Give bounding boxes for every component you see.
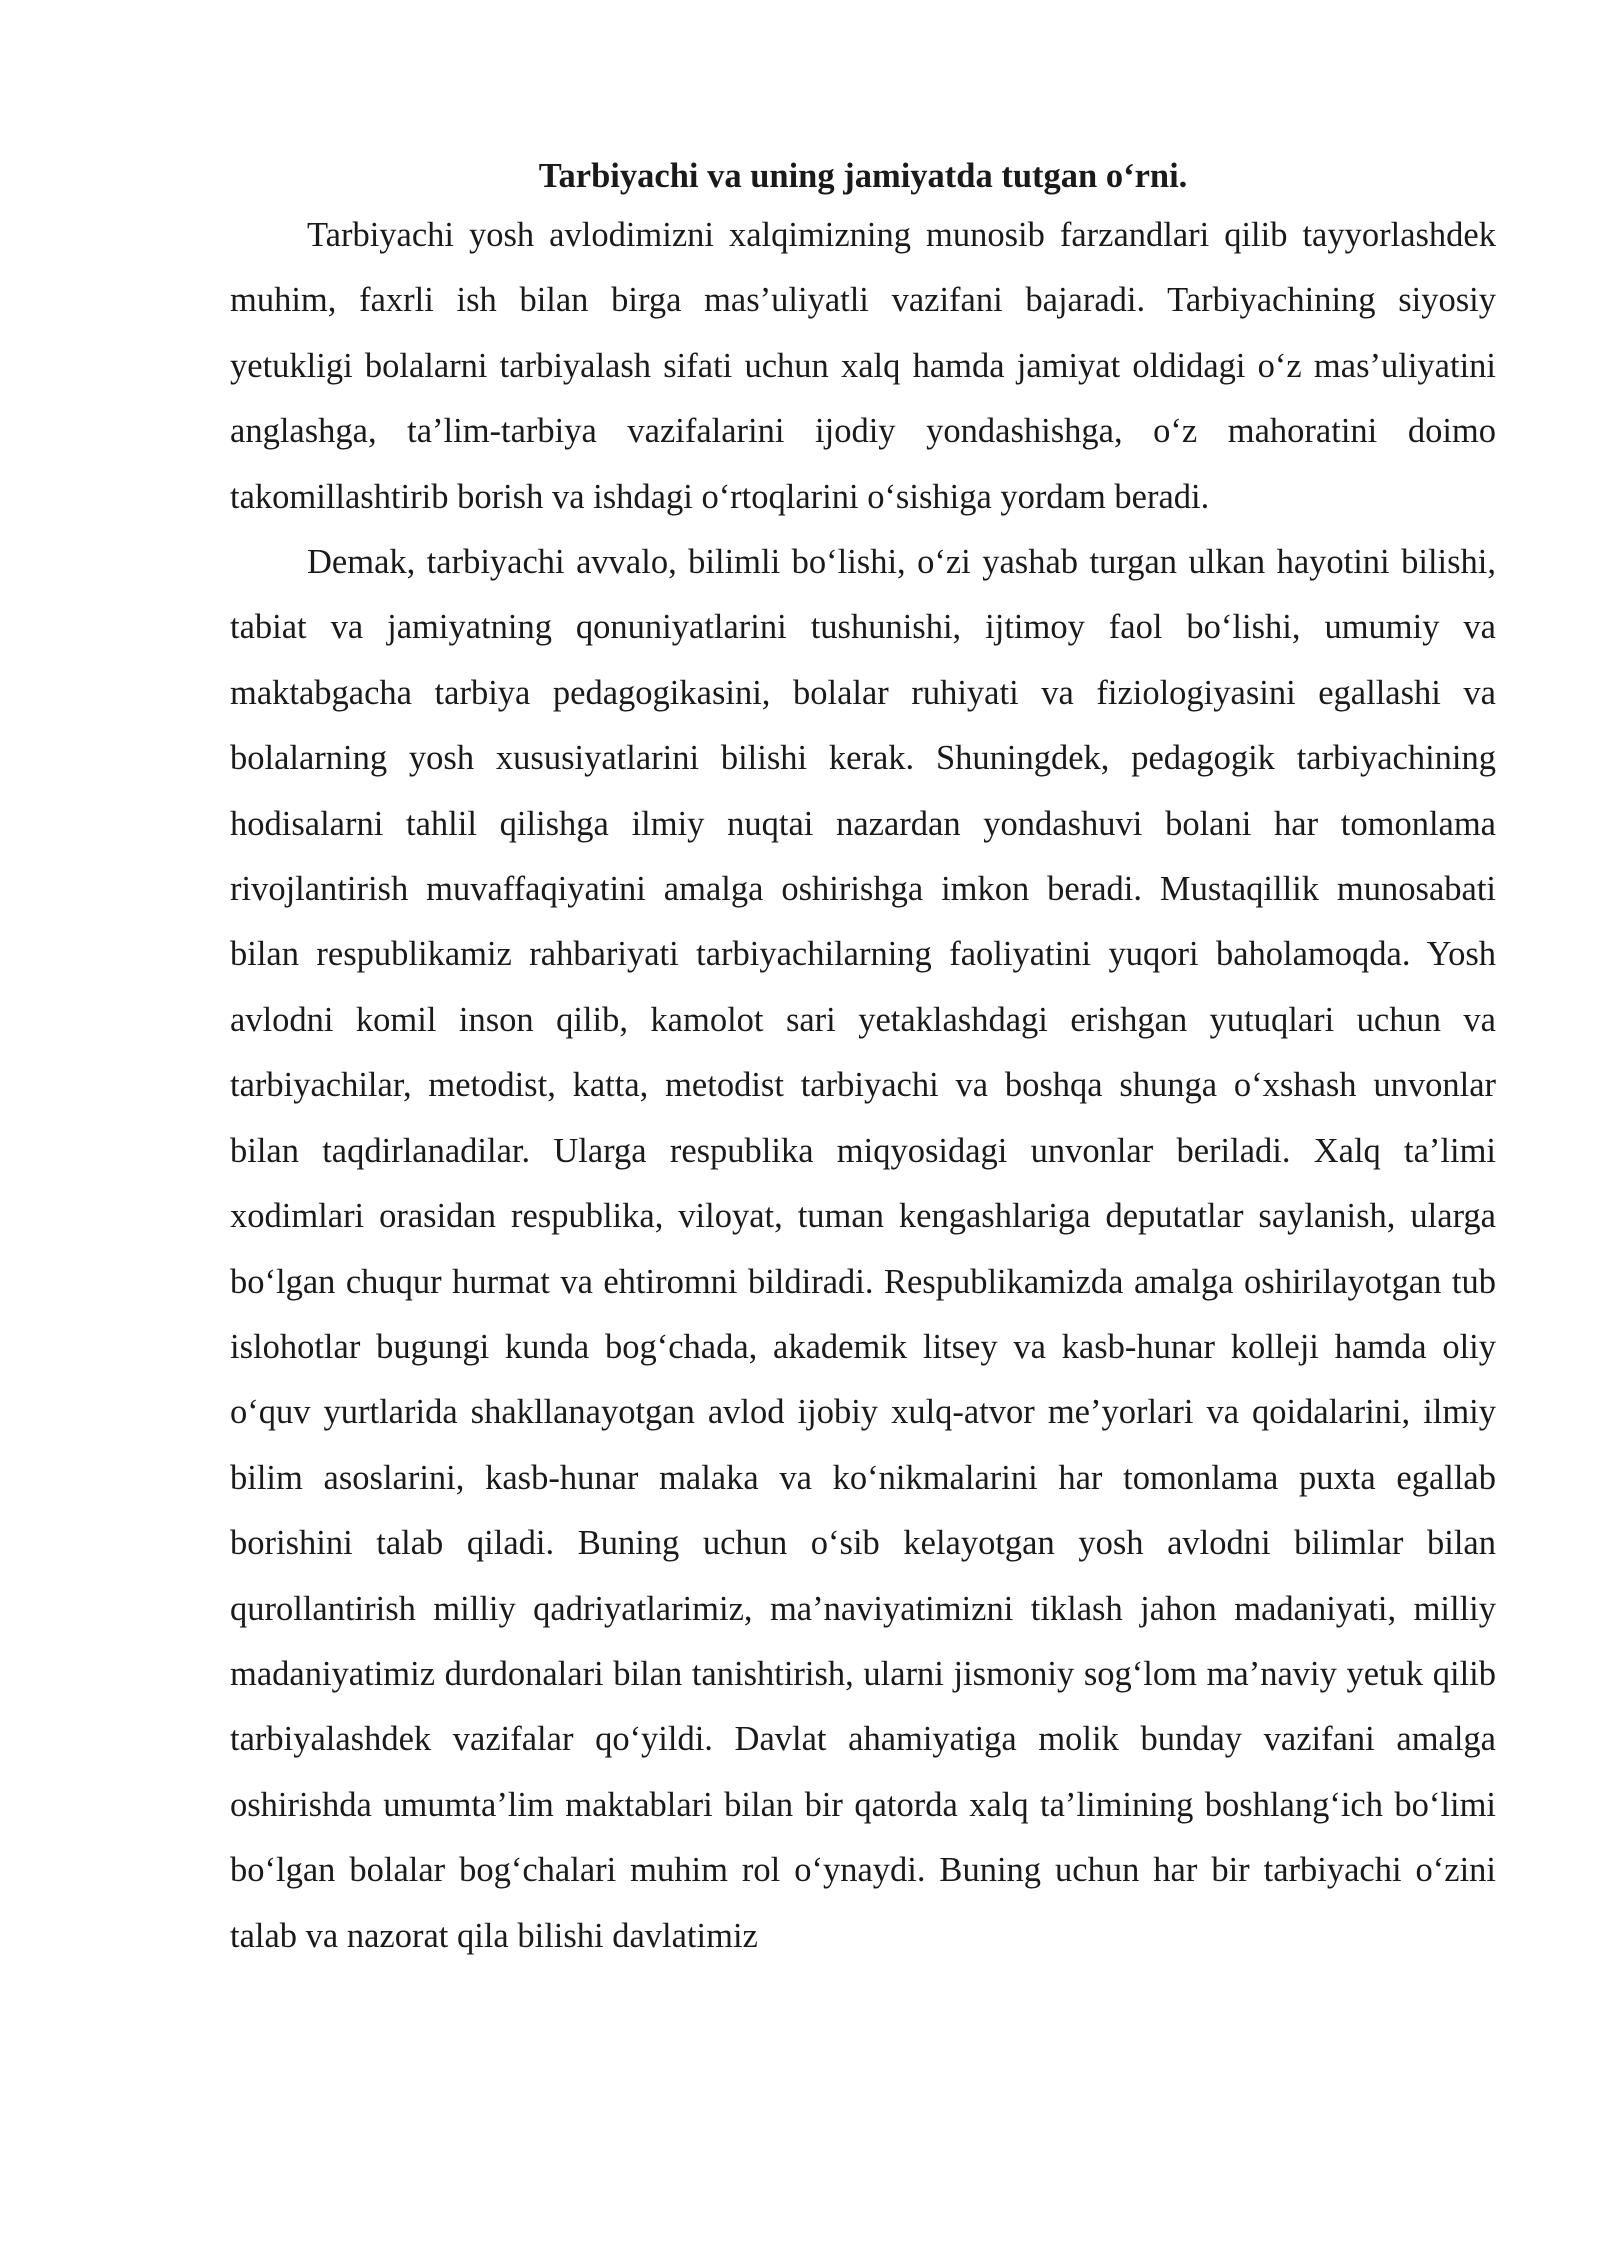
paragraph-2: Demak, tarbiyachi avvalo, bilimli bo‘lishi, o‘zi yashab turgan ulkan hayotini bilishi, tabiat va jamiyatning qonuniyatlarini tushunishi, ijtimoy faol bo‘lishi, umumiy va maktabgacha tarbiya pedagogikasini, bolalar ruhiyati va fiziologiyasini egallashi va bolalarning yosh xususiyatlarini bilishi kerak. Shuningdek, pedagogik tarbiyachining hodisalarni tahlil qilishga ilmiy nuqtai nazardan yondashuvi bolani har tomonlama rivojlantirish muvaffaqiyatini amalga oshirishga imkon beradi. Mustaqillik munosabati bilan respublikamiz rahbariyati tarbiyachilarning faoliyatini yuqori baholamoqda. Yosh avlodni komil inson qilib, kamolot sari yetaklashdagi erishgan yutuqlari uchun va tarbiyachilar, metodist, katta, metodist tarbiyachi va boshqa shunga o‘xshash unvonlar bilan taqdirlanadilar. Ularga respublika miqyosidagi unvonlar beriladi. Xalq ta’limi xodimlari orasidan respublika, viloyat, tuman kengashlariga deputatlar saylanish, ularga bo‘lgan chuqur hurmat va ehtiromni bildiradi. Respublikamizda amalga oshirilayotgan tub islohotlar bugungi kunda bog‘chada, akademik litsey va kasb-hunar kolleji hamda oliy o‘quv yurtlarida shakllanayotgan avlod ijobiy xulq-atvor me’yorlari va qoidalarini, ilmiy bilim asoslarini, kasb-hunar malaka va ko‘nikmalarini har tomonlama puxta egallab borishini talab qiladi. Buning uchun o‘sib kelayotgan yosh avlodni bilimlar bilan qurollantirish milliy qadriyatlarimiz, ma’naviyatimizni tiklash jahon madaniyati, milliy madaniyatimiz durdonalari bilan tanishtirish, ularni jismoniy sog‘lom ma’naviy yetuk qilib tarbiyalashdek vazifalar qo‘yildi. Davlat ahamiyatiga molik bunday vazifani amalga oshirishda umumta’lim maktablari bilan bir qatorda xalq ta’limining boshlang‘ich bo‘limi bo‘lgan bolalar bog‘chalari muhim rol o‘ynaydi. Buning uchun har bir tarbiyachi o‘zini talab va nazorat qila bilishi davlatimiz — [230, 543, 1496, 1955]
paragraph-1: Tarbiyachi yosh avlodimizni xalqimizning munosib farzandlari qilib tayyorlashdek muhim, faxrli ish bilan birga mas’uliyatli vazifani bajaradi. Tarbiyachining siyosiy yetukligi bolalarni tarbiyalash sifati uchun xalq hamda jamiyat oldidagi o‘z mas’uliyatini anglashga, ta’lim-tarbiya vazifalarini ijodiy yondashishga, o‘z mahoratini doimo takomillashtirib borish va ishdagi o‘rtoqlarini o‘sishiga yordam beradi. — [230, 216, 1496, 516]
document-page — [230, 150, 1496, 1969]
document-title: Tarbiyachi va uning jamiyatda tutgan o‘rni. — [538, 157, 1188, 195]
